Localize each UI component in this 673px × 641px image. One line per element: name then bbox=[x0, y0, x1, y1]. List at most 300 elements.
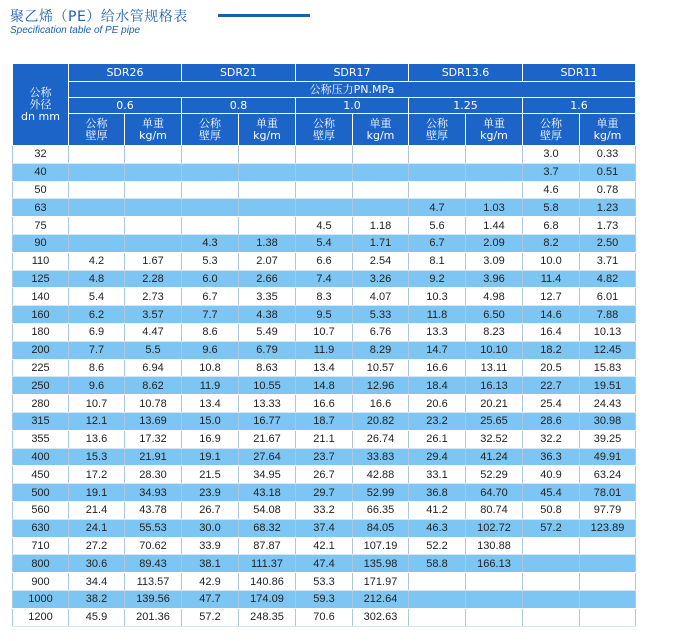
dn-cell: 75 bbox=[13, 217, 69, 235]
wall-thickness-cell bbox=[69, 163, 125, 181]
unit-weight-cell: 16.6 bbox=[353, 395, 409, 413]
wall-thickness-cell: 6.9 bbox=[69, 323, 125, 341]
dn-cell: 250 bbox=[13, 377, 69, 395]
table-row bbox=[13, 466, 636, 484]
corner-line-3: dn mm bbox=[21, 109, 60, 123]
unit-weight-header bbox=[580, 114, 636, 146]
table-row bbox=[13, 555, 636, 573]
unit-weight-cell: 80.74 bbox=[466, 501, 523, 519]
wall-thickness-cell: 19.1 bbox=[182, 448, 239, 466]
unit-weight-cell bbox=[353, 163, 409, 181]
unit-weight-cell bbox=[466, 608, 523, 626]
wall-thickness-cell: 20.6 bbox=[409, 395, 466, 413]
unit-weight-cell: 10.10 bbox=[466, 341, 523, 359]
unit-weight-cell: 3.96 bbox=[466, 270, 523, 288]
unit-weight-header bbox=[353, 114, 409, 146]
wall-thickness-cell bbox=[182, 199, 239, 217]
unit-weight-cell bbox=[239, 181, 296, 199]
wall-thickness-cell: 6.2 bbox=[69, 306, 125, 324]
dn-cell: 90 bbox=[13, 234, 69, 252]
unit-weight-cell: 21.91 bbox=[125, 448, 182, 466]
unit-weight-cell: 52.29 bbox=[466, 466, 523, 484]
unit-weight-cell: 8.23 bbox=[466, 323, 523, 341]
unit-weight-cell bbox=[239, 163, 296, 181]
wall-thickness-cell: 10.7 bbox=[296, 323, 353, 341]
wall-thickness-cell: 19.1 bbox=[69, 484, 125, 502]
unit-weight-cell: 3.35 bbox=[239, 288, 296, 306]
header-line: 单重 bbox=[256, 116, 278, 130]
unit-weight-cell: 68.32 bbox=[239, 519, 296, 537]
unit-weight-cell: 20.82 bbox=[353, 412, 409, 430]
wall-thickness-cell: 42.9 bbox=[182, 573, 239, 591]
unit-weight-cell: 10.57 bbox=[353, 359, 409, 377]
wall-thickness-cell: 15.3 bbox=[69, 448, 125, 466]
unit-weight-cell bbox=[125, 146, 182, 164]
wall-thickness-cell: 7.4 bbox=[296, 270, 353, 288]
wall-thickness-cell bbox=[296, 181, 353, 199]
header-line: kg/m bbox=[480, 128, 508, 142]
unit-weight-cell: 20.21 bbox=[466, 395, 523, 413]
unit-weight-cell: 4.38 bbox=[239, 306, 296, 324]
wall-thickness-cell bbox=[69, 181, 125, 199]
wall-thickness-cell: 7.7 bbox=[69, 341, 125, 359]
dn-cell: 450 bbox=[13, 466, 69, 484]
unit-weight-cell: 70.62 bbox=[125, 537, 182, 555]
unit-weight-cell: 140.86 bbox=[239, 573, 296, 591]
pressure-value-header: 0.8 bbox=[182, 98, 296, 114]
table-row bbox=[13, 306, 636, 324]
table-row bbox=[13, 519, 636, 537]
wall-thickness-cell: 41.2 bbox=[409, 501, 466, 519]
wall-thickness-cell: 28.6 bbox=[523, 412, 580, 430]
wall-thickness-cell: 4.5 bbox=[296, 217, 353, 235]
unit-weight-cell: 8.29 bbox=[353, 341, 409, 359]
unit-weight-cell: 3.09 bbox=[466, 252, 523, 270]
table-row bbox=[13, 234, 636, 252]
header-line: 单重 bbox=[596, 116, 619, 130]
wall-thickness-cell: 53.3 bbox=[296, 573, 353, 591]
unit-weight-cell: 13.11 bbox=[466, 359, 523, 377]
unit-weight-cell: 3.57 bbox=[125, 306, 182, 324]
dn-cell: 125 bbox=[13, 270, 69, 288]
wall-thickness-cell: 23.2 bbox=[409, 412, 466, 430]
dn-cell: 560 bbox=[13, 501, 69, 519]
dn-cell: 200 bbox=[13, 341, 69, 359]
wall-thickness-cell: 16.4 bbox=[523, 323, 580, 341]
unit-weight-cell: 30.98 bbox=[580, 412, 636, 430]
dn-cell: 500 bbox=[13, 484, 69, 502]
wall-thickness-cell bbox=[523, 608, 580, 626]
wall-thickness-cell: 7.7 bbox=[182, 306, 239, 324]
unit-weight-cell: 3.26 bbox=[353, 270, 409, 288]
table-row bbox=[13, 608, 636, 626]
wall-thickness-cell bbox=[409, 590, 466, 608]
dn-cell: 800 bbox=[13, 555, 69, 573]
unit-weight-cell: 8.63 bbox=[239, 359, 296, 377]
header-line: 单重 bbox=[142, 116, 164, 130]
unit-weight-cell bbox=[466, 163, 523, 181]
wall-thickness-cell: 4.2 bbox=[69, 252, 125, 270]
dn-cell: 50 bbox=[13, 181, 69, 199]
unit-weight-cell: 135.98 bbox=[353, 555, 409, 573]
unit-weight-cell: 5.33 bbox=[353, 306, 409, 324]
unit-weight-cell: 24.43 bbox=[580, 395, 636, 413]
unit-weight-cell: 21.67 bbox=[239, 430, 296, 448]
wall-thickness-cell: 30.6 bbox=[69, 555, 125, 573]
wall-thickness-cell: 9.6 bbox=[182, 341, 239, 359]
wall-thickness-cell: 9.5 bbox=[296, 306, 353, 324]
unit-weight-cell bbox=[466, 573, 523, 591]
unit-weight-cell: 39.25 bbox=[580, 430, 636, 448]
unit-weight-header bbox=[125, 114, 182, 146]
unit-weight-cell bbox=[580, 573, 636, 591]
wall-thickness-cell: 29.4 bbox=[409, 448, 466, 466]
unit-weight-cell bbox=[353, 199, 409, 217]
wall-thickness-cell: 33.1 bbox=[409, 466, 466, 484]
unit-weight-cell bbox=[353, 146, 409, 164]
header-line: kg/m bbox=[366, 128, 395, 142]
wall-thickness-cell: 8.1 bbox=[409, 252, 466, 270]
table-row bbox=[13, 448, 636, 466]
wall-thickness-cell bbox=[182, 146, 239, 164]
unit-weight-cell: 26.74 bbox=[353, 430, 409, 448]
wall-thickness-cell: 15.0 bbox=[182, 412, 239, 430]
unit-weight-cell: 0.78 bbox=[580, 181, 636, 199]
wall-thickness-cell bbox=[296, 199, 353, 217]
wall-thickness-cell: 5.4 bbox=[69, 288, 125, 306]
table-row bbox=[13, 377, 636, 395]
unit-weight-cell: 3.71 bbox=[580, 252, 636, 270]
wall-thickness-cell: 21.5 bbox=[182, 466, 239, 484]
unit-weight-cell: 55.53 bbox=[125, 519, 182, 537]
title-chinese: 聚乙烯（PE）给水管规格表 bbox=[10, 9, 188, 25]
wall-thickness-cell: 18.7 bbox=[296, 412, 353, 430]
wall-thickness-header bbox=[523, 114, 580, 146]
header-line: 壁厚 bbox=[199, 128, 221, 142]
unit-weight-cell bbox=[239, 146, 296, 164]
dn-cell: 180 bbox=[13, 323, 69, 341]
wall-thickness-cell: 36.8 bbox=[409, 484, 466, 502]
wall-thickness-cell: 27.2 bbox=[69, 537, 125, 555]
unit-weight-cell: 2.54 bbox=[353, 252, 409, 270]
wall-thickness-cell: 26.7 bbox=[296, 466, 353, 484]
unit-weight-cell: 89.43 bbox=[125, 555, 182, 573]
wall-thickness-cell bbox=[409, 573, 466, 591]
unit-weight-cell: 49.91 bbox=[580, 448, 636, 466]
table-row bbox=[13, 341, 636, 359]
wall-thickness-cell: 70.6 bbox=[296, 608, 353, 626]
dn-cell: 900 bbox=[13, 573, 69, 591]
unit-weight-cell: 6.79 bbox=[239, 341, 296, 359]
unit-weight-cell: 2.50 bbox=[580, 234, 636, 252]
unit-weight-cell bbox=[580, 555, 636, 573]
wall-thickness-cell: 13.4 bbox=[182, 395, 239, 413]
unit-weight-cell: 123.89 bbox=[580, 519, 636, 537]
wall-thickness-cell: 36.3 bbox=[523, 448, 580, 466]
wall-thickness-cell: 21.4 bbox=[69, 501, 125, 519]
unit-weight-cell: 2.28 bbox=[125, 270, 182, 288]
wall-thickness-cell: 46.3 bbox=[409, 519, 466, 537]
wall-thickness-header bbox=[296, 114, 353, 146]
table-row bbox=[13, 501, 636, 519]
unit-weight-cell bbox=[466, 146, 523, 164]
unit-weight-cell: 41.24 bbox=[466, 448, 523, 466]
wall-thickness-cell: 18.2 bbox=[523, 341, 580, 359]
unit-weight-cell: 12.45 bbox=[580, 341, 636, 359]
unit-weight-cell: 16.13 bbox=[466, 377, 523, 395]
table-row bbox=[13, 181, 636, 199]
unit-weight-cell: 2.73 bbox=[125, 288, 182, 306]
pressure-value-header: 0.6 bbox=[69, 98, 182, 114]
unit-weight-cell: 2.66 bbox=[239, 270, 296, 288]
table-row bbox=[13, 146, 636, 164]
unit-weight-cell: 17.32 bbox=[125, 430, 182, 448]
unit-weight-cell: 6.50 bbox=[466, 306, 523, 324]
sdr-header: SDR17 bbox=[296, 64, 409, 82]
wall-thickness-cell: 4.7 bbox=[409, 199, 466, 217]
wall-thickness-cell: 8.6 bbox=[182, 323, 239, 341]
wall-thickness-cell: 9.2 bbox=[409, 270, 466, 288]
wall-thickness-header bbox=[69, 114, 125, 146]
pressure-value-header: 1.0 bbox=[296, 98, 409, 114]
unit-weight-cell: 15.83 bbox=[580, 359, 636, 377]
sdr-header: SDR26 bbox=[69, 64, 182, 82]
wall-thickness-cell bbox=[409, 181, 466, 199]
unit-weight-cell: 4.98 bbox=[466, 288, 523, 306]
unit-weight-cell bbox=[466, 181, 523, 199]
wall-thickness-cell: 17.2 bbox=[69, 466, 125, 484]
table-row bbox=[13, 217, 636, 235]
unit-weight-cell: 111.37 bbox=[239, 555, 296, 573]
pressure-value-header: 1.6 bbox=[523, 98, 636, 114]
dn-cell: 110 bbox=[13, 252, 69, 270]
dn-cell: 63 bbox=[13, 199, 69, 217]
wall-thickness-cell: 6.7 bbox=[409, 234, 466, 252]
header-line: 公称 bbox=[426, 116, 448, 130]
table-row bbox=[13, 323, 636, 341]
unit-weight-header bbox=[466, 114, 523, 146]
wall-thickness-cell: 26.7 bbox=[182, 501, 239, 519]
header-line: 公称 bbox=[85, 116, 108, 130]
unit-weight-cell: 43.18 bbox=[239, 484, 296, 502]
unit-weight-cell: 212.64 bbox=[353, 590, 409, 608]
wall-thickness-cell: 22.7 bbox=[523, 377, 580, 395]
unit-weight-cell: 10.55 bbox=[239, 377, 296, 395]
unit-weight-cell: 1.03 bbox=[466, 199, 523, 217]
wall-thickness-cell bbox=[409, 608, 466, 626]
unit-weight-cell bbox=[125, 217, 182, 235]
unit-weight-cell bbox=[466, 590, 523, 608]
unit-weight-cell: 16.77 bbox=[239, 412, 296, 430]
header-line: 公称 bbox=[199, 116, 221, 130]
header-line: 壁厚 bbox=[426, 128, 448, 142]
wall-thickness-cell bbox=[296, 163, 353, 181]
wall-thickness-cell: 10.8 bbox=[182, 359, 239, 377]
dn-cell: 40 bbox=[13, 163, 69, 181]
wall-thickness-cell: 20.5 bbox=[523, 359, 580, 377]
wall-thickness-cell bbox=[409, 163, 466, 181]
unit-weight-cell: 64.70 bbox=[466, 484, 523, 502]
dn-cell: 280 bbox=[13, 395, 69, 413]
dn-cell: 355 bbox=[13, 430, 69, 448]
unit-weight-cell bbox=[125, 163, 182, 181]
wall-thickness-cell: 40.9 bbox=[523, 466, 580, 484]
table-row bbox=[13, 359, 636, 377]
wall-thickness-cell: 8.3 bbox=[296, 288, 353, 306]
unit-weight-cell: 19.51 bbox=[580, 377, 636, 395]
unit-weight-cell: 84.05 bbox=[353, 519, 409, 537]
unit-weight-cell: 54.08 bbox=[239, 501, 296, 519]
wall-thickness-cell: 25.4 bbox=[523, 395, 580, 413]
dn-cell: 160 bbox=[13, 306, 69, 324]
unit-weight-cell: 302.63 bbox=[353, 608, 409, 626]
unit-weight-cell: 102.72 bbox=[466, 519, 523, 537]
dn-cell: 630 bbox=[13, 519, 69, 537]
unit-weight-cell: 7.88 bbox=[580, 306, 636, 324]
title-english: Specification table of PE pipe bbox=[10, 25, 141, 36]
unit-weight-cell: 10.13 bbox=[580, 323, 636, 341]
unit-weight-cell bbox=[580, 537, 636, 555]
wall-thickness-cell: 9.6 bbox=[69, 377, 125, 395]
wall-thickness-cell: 16.6 bbox=[296, 395, 353, 413]
unit-weight-cell: 1.73 bbox=[580, 217, 636, 235]
wall-thickness-cell: 11.8 bbox=[409, 306, 466, 324]
wall-thickness-cell bbox=[523, 573, 580, 591]
table-header bbox=[13, 64, 636, 146]
unit-weight-cell: 4.82 bbox=[580, 270, 636, 288]
wall-thickness-cell: 26.1 bbox=[409, 430, 466, 448]
wall-thickness-cell: 57.2 bbox=[523, 519, 580, 537]
unit-weight-cell: 1.44 bbox=[466, 217, 523, 235]
wall-thickness-cell: 13.4 bbox=[296, 359, 353, 377]
dn-cell: 140 bbox=[13, 288, 69, 306]
unit-weight-cell: 25.65 bbox=[466, 412, 523, 430]
unit-weight-cell: 78.01 bbox=[580, 484, 636, 502]
wall-thickness-cell: 11.9 bbox=[182, 377, 239, 395]
unit-weight-cell: 27.64 bbox=[239, 448, 296, 466]
wall-thickness-cell bbox=[69, 217, 125, 235]
unit-weight-cell: 6.94 bbox=[125, 359, 182, 377]
pressure-label-header: 公称压力PN.MPa bbox=[69, 82, 636, 98]
unit-weight-cell: 6.76 bbox=[353, 323, 409, 341]
wall-thickness-cell: 6.0 bbox=[182, 270, 239, 288]
wall-thickness-cell: 10.3 bbox=[409, 288, 466, 306]
unit-weight-cell: 28.30 bbox=[125, 466, 182, 484]
unit-weight-cell: 32.52 bbox=[466, 430, 523, 448]
unit-weight-cell: 52.99 bbox=[353, 484, 409, 502]
wall-thickness-cell: 50.8 bbox=[523, 501, 580, 519]
wall-thickness-cell: 8.2 bbox=[523, 234, 580, 252]
wall-thickness-cell: 38.2 bbox=[69, 590, 125, 608]
header-line: 单重 bbox=[483, 116, 505, 130]
wall-thickness-cell bbox=[523, 555, 580, 573]
wall-thickness-cell: 38.1 bbox=[182, 555, 239, 573]
unit-weight-cell: 166.13 bbox=[466, 555, 523, 573]
wall-thickness-header bbox=[409, 114, 466, 146]
unit-weight-cell: 87.87 bbox=[239, 537, 296, 555]
wall-thickness-cell bbox=[69, 146, 125, 164]
wall-thickness-cell: 52.2 bbox=[409, 537, 466, 555]
corner-line-2: 外径 bbox=[29, 97, 52, 111]
wall-thickness-cell: 24.1 bbox=[69, 519, 125, 537]
wall-thickness-cell: 45.4 bbox=[523, 484, 580, 502]
unit-weight-cell: 0.51 bbox=[580, 163, 636, 181]
unit-weight-cell: 6.01 bbox=[580, 288, 636, 306]
wall-thickness-cell: 37.4 bbox=[296, 519, 353, 537]
unit-weight-cell: 139.56 bbox=[125, 590, 182, 608]
header-line: 壁厚 bbox=[85, 128, 108, 142]
unit-weight-cell: 107.19 bbox=[353, 537, 409, 555]
wall-thickness-cell: 14.8 bbox=[296, 377, 353, 395]
wall-thickness-cell: 33.9 bbox=[182, 537, 239, 555]
unit-weight-cell: 33.83 bbox=[353, 448, 409, 466]
table-row bbox=[13, 412, 636, 430]
wall-thickness-cell: 59.3 bbox=[296, 590, 353, 608]
wall-thickness-cell: 23.7 bbox=[296, 448, 353, 466]
wall-thickness-cell: 12.1 bbox=[69, 412, 125, 430]
table-row bbox=[13, 270, 636, 288]
dn-cell: 1000 bbox=[13, 590, 69, 608]
unit-weight-cell bbox=[125, 199, 182, 217]
wall-thickness-cell: 13.6 bbox=[69, 430, 125, 448]
unit-weight-cell: 13.33 bbox=[239, 395, 296, 413]
table-body bbox=[13, 146, 636, 627]
wall-thickness-cell bbox=[523, 537, 580, 555]
wall-thickness-cell bbox=[409, 146, 466, 164]
unit-weight-cell: 34.95 bbox=[239, 466, 296, 484]
wall-thickness-cell: 4.6 bbox=[523, 181, 580, 199]
wall-thickness-cell: 10.0 bbox=[523, 252, 580, 270]
wall-thickness-cell: 30.0 bbox=[182, 519, 239, 537]
wall-thickness-cell: 6.6 bbox=[296, 252, 353, 270]
sdr-header: SDR11 bbox=[523, 64, 636, 82]
wall-thickness-cell: 13.3 bbox=[409, 323, 466, 341]
wall-thickness-cell: 23.9 bbox=[182, 484, 239, 502]
wall-thickness-cell: 45.9 bbox=[69, 608, 125, 626]
unit-weight-cell bbox=[580, 590, 636, 608]
wall-thickness-cell: 8.6 bbox=[69, 359, 125, 377]
wall-thickness-cell bbox=[69, 234, 125, 252]
unit-weight-cell: 174.09 bbox=[239, 590, 296, 608]
unit-weight-cell: 12.96 bbox=[353, 377, 409, 395]
header-line: 壁厚 bbox=[540, 128, 562, 142]
unit-weight-cell: 130.88 bbox=[466, 537, 523, 555]
unit-weight-cell: 97.79 bbox=[580, 501, 636, 519]
header-line: 公称 bbox=[313, 116, 335, 130]
wall-thickness-cell: 4.3 bbox=[182, 234, 239, 252]
wall-thickness-cell bbox=[523, 590, 580, 608]
unit-weight-cell: 1.23 bbox=[580, 199, 636, 217]
wall-thickness-cell: 10.7 bbox=[69, 395, 125, 413]
wall-thickness-cell: 11.9 bbox=[296, 341, 353, 359]
wall-thickness-cell: 3.0 bbox=[523, 146, 580, 164]
spec-table bbox=[12, 63, 636, 627]
wall-thickness-cell: 18.4 bbox=[409, 377, 466, 395]
unit-weight-cell: 34.93 bbox=[125, 484, 182, 502]
wall-thickness-cell: 34.4 bbox=[69, 573, 125, 591]
dn-cell: 225 bbox=[13, 359, 69, 377]
unit-weight-cell bbox=[125, 234, 182, 252]
wall-thickness-cell: 58.8 bbox=[409, 555, 466, 573]
unit-weight-cell bbox=[125, 181, 182, 199]
corner-header bbox=[13, 64, 69, 146]
wall-thickness-cell: 42.1 bbox=[296, 537, 353, 555]
table-row bbox=[13, 252, 636, 270]
wall-thickness-cell bbox=[182, 217, 239, 235]
unit-weight-cell: 66.35 bbox=[353, 501, 409, 519]
wall-thickness-cell bbox=[296, 146, 353, 164]
unit-weight-cell: 248.35 bbox=[239, 608, 296, 626]
